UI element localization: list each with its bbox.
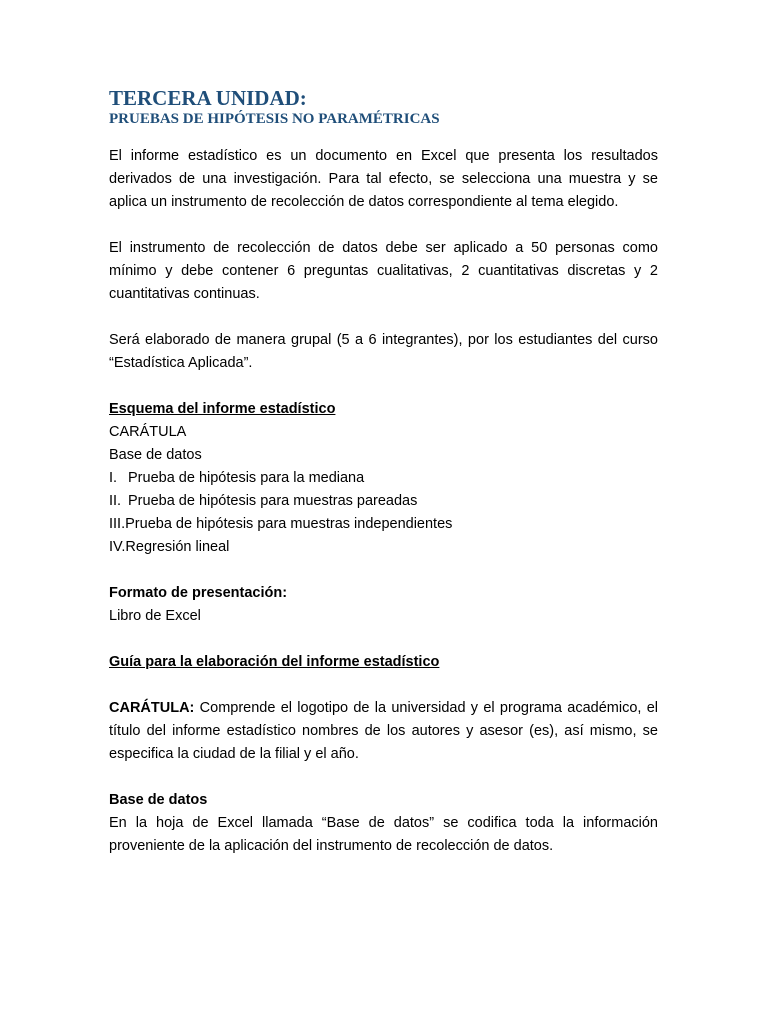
guia-caratula-label: CARÁTULA: — [109, 700, 195, 716]
list-item-text: Regresión lineal — [125, 539, 230, 555]
esquema-list — [109, 467, 658, 559]
document-page — [109, 86, 658, 881]
list-item — [109, 536, 658, 559]
guia-caratula-paragraph — [109, 697, 658, 766]
guia-caratula-text: Comprende el logotipo de la universidad y el programa académico, el título del informe estadístico nombres de los autores y asesor (es), así mismo, se especifica la ciudad de la filial y el año. — [109, 700, 658, 762]
formato-section — [109, 582, 658, 628]
esquema-section — [109, 398, 658, 559]
guia-heading: Guía para la elaboración del informe estadístico — [109, 654, 440, 670]
formato-heading: Formato de presentación: — [109, 585, 288, 601]
formato-value: Libro de Excel — [109, 608, 201, 624]
list-item-text: Prueba de hipótesis para muestras independientes — [125, 516, 453, 532]
esquema-base-datos: Base de datos — [109, 447, 202, 463]
list-item-number: IV. — [109, 539, 126, 555]
unit-title: TERCERA UNIDAD: — [109, 86, 307, 110]
list-item-number: III. — [109, 516, 126, 532]
esquema-caratula: CARÁTULA — [109, 424, 187, 440]
list-item — [109, 490, 658, 513]
unit-subtitle: PRUEBAS DE HIPÓTESIS NO PARAMÉTRICAS — [109, 111, 440, 127]
instrument-paragraph: El instrumento de recolección de datos debe ser aplicado a 50 personas como mínimo y debe contener 6 preguntas cualitativas, 2 cuantitativas discretas y 2 cuantitativas continuas. — [109, 240, 658, 302]
esquema-heading: Esquema del informe estadístico — [109, 401, 336, 417]
guia-base-section — [109, 789, 658, 858]
list-item-number: I. — [109, 470, 118, 486]
list-item-text: Prueba de hipótesis para la mediana — [128, 470, 365, 486]
list-item-number: II. — [109, 493, 122, 509]
intro-paragraph: El informe estadístico es un documento en Excel que presenta los resultados derivados de una investigación. Para tal efecto, se selecciona una muestra y se aplica un instrumento de recolección de datos correspondiente al tema elegido. — [109, 148, 658, 210]
guia-base-heading: Base de datos — [109, 792, 208, 808]
list-item — [109, 467, 658, 490]
guia-base-text: En la hoja de Excel llamada “Base de datos” se codifica toda la información proveniente de la aplicación del instrumento de recolección de datos. — [109, 815, 658, 854]
group-paragraph: Será elaborado de manera grupal (5 a 6 integrantes), por los estudiantes del curso “Estadística Aplicada”. — [109, 332, 658, 371]
list-item-text: Prueba de hipótesis para muestras pareadas — [128, 493, 418, 509]
list-item — [109, 513, 658, 536]
